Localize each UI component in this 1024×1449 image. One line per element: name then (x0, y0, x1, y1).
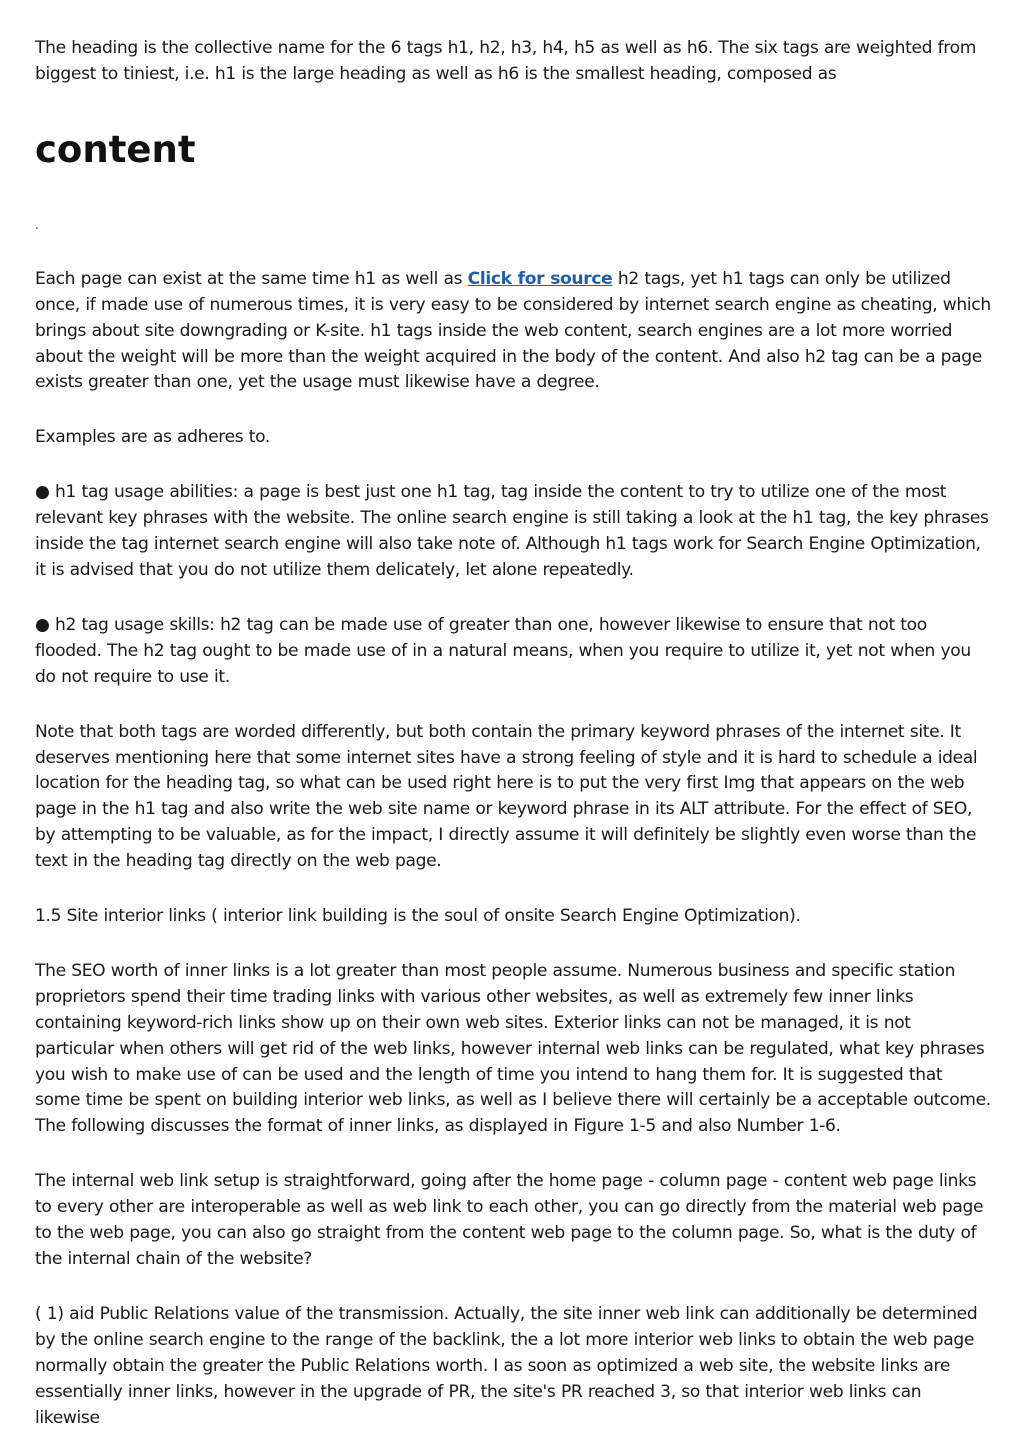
dot-line: . (35, 217, 39, 232)
paragraph-pr-value: ( 1) aid Public Relations value of the transmission. Actually, the site inner web link can additionally be determined by the online search engine to the range of the backlink, the a lot more interior web links to obtain the web page normally obtain the greater the Public Relations worth. I as soon as optimized a web site, the website links are essentially inner links, however in the upgrade of PR, the site's PR reached 3, so that interior web links can likewise (35, 1303, 978, 1428)
intro-paragraph: The heading is the collective name for the 6 tags h1, h2, h3, h4, h5 as well as h6. The six tags are weighted from biggest to tiniest, i.e. h1 is the large heading as well as h6 is the smallest heading, composed as (35, 38, 977, 84)
section-heading: content (35, 127, 196, 171)
paragraph-site-interior-links: 1.5 Site interior links ( interior link building is the soul of onsite Search Engine Optimization). (35, 906, 801, 927)
paragraph-h1-usage: ● h1 tag usage abilities: a page is best just one h1 tag, tag inside the content to try to utilize one of the most relevant key phrases with the website. The online search engine is still taking a look at the h1 tag, the key phrases inside the tag internet search engine will also take note of. Although h1 tags work for Search Engine Optimization, it is advised that you do not utilize them delicately, let alone repeatedly. (35, 482, 989, 580)
article (35, 36, 991, 1431)
paragraph-text-before-link: Each page can exist at the same time h1 as well as (35, 268, 468, 289)
paragraph-internal-link-setup: The internal web link setup is straightforward, going after the home page - column page - content web page links to every other are interoperable as well as web link to each other, you can go directly from the material web page to the web page, you can also go straight from the content web page to the column page. So, what is the duty of the internal chain of the website? (35, 1171, 984, 1269)
paragraph-h1-h2 (35, 267, 991, 397)
paragraph-seo-worth: The SEO worth of inner links is a lot greater than most people assume. Numerous business and specific station proprietors spend their time trading links with various other websites, as well as extremely few inner links containing keyword-rich links show up on their own web sites. Exterior links can not be managed, it is not particular when others will get rid of the web links, however internal web links can be regulated, what key phrases you wish to make use of can be used and the length of time you intend to hang them for. It is suggested that some time be spent on building interior web links, as well as I believe there will certainly be a acceptable outcome. The following discusses the format of inner links, as displayed in Figure 1-5 and also Number 1-6. (35, 960, 991, 1137)
paragraph-h2-usage: ● h2 tag usage skills: h2 tag can be made use of greater than one, however likewise to ensure that not too flooded. The h2 tag ought to be made use of in a natural means, when you require to utilize it, yet not when you do not require to use it. (35, 614, 971, 687)
click-for-source-link[interactable]: Click for source (467, 268, 613, 289)
paragraph-note: Note that both tags are worded differently, but both contain the primary keyword phrases of the internet site. It deserves mentioning here that some internet sites have a strong feeling of style and it is hard to schedule a ideal location for the heading tag, so what can be used right here is to put the very first Img that appears on the web page in the h1 tag and also write the web site name or keyword phrase in its ALT attribute. For the effect of SEO, by attempting to be valuable, as for the impact, I directly assume it will definitely be slightly even worse than the text in the heading tag directly on the web page. (35, 721, 978, 872)
paragraph-text-after-link: h2 tags, yet h1 tags can only be utilized once, if made use of numerous times, it is very easy to be considered by internet search engine as cheating, which brings about site downgrading or K-site. h1 tags inside the web content, search engines are a lot more worried about the weight will be more than the weight acquired in the body of the content. And also h2 tag can be a page exists greater than one, yet the usage must likewise have a degree. (35, 268, 991, 393)
paragraph-examples: Examples are as adheres to. (35, 427, 271, 448)
